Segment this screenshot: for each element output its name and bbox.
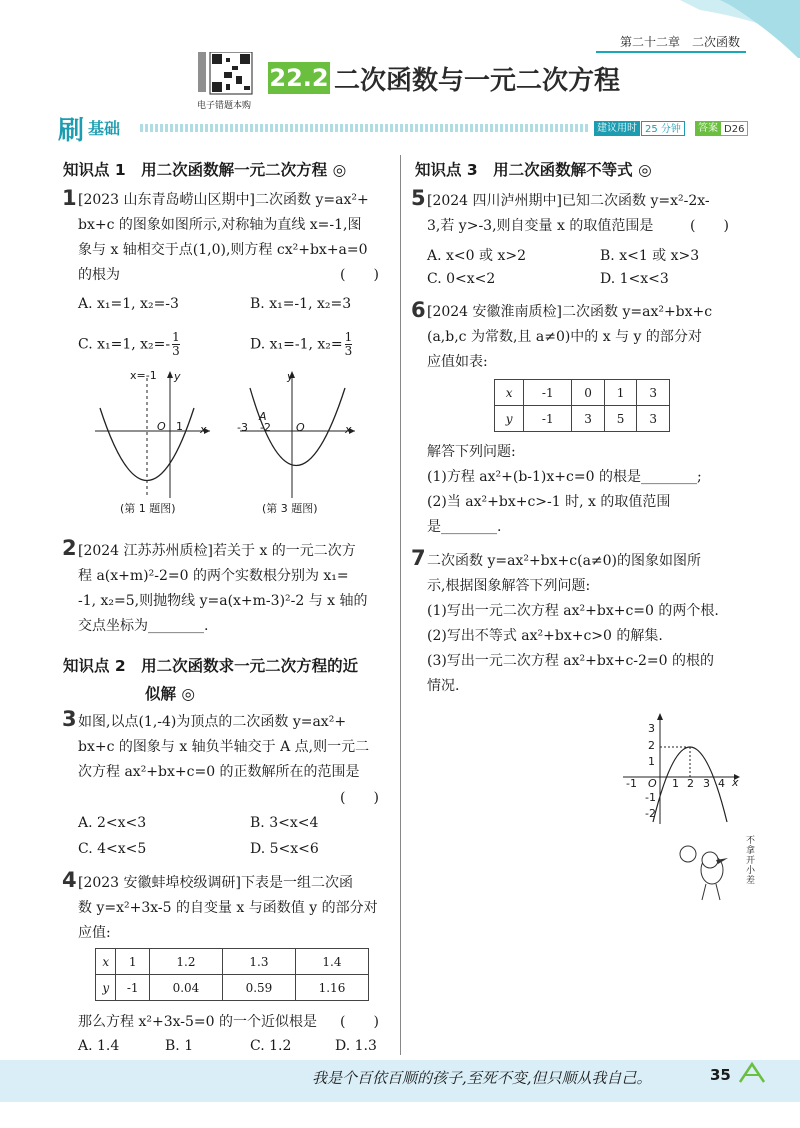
fig7-o: O <box>648 777 657 790</box>
dotted-bar <box>140 124 590 132</box>
q1-option-b[interactable]: B. x₁=-1, x₂=3 <box>250 296 352 312</box>
target-icon: ◎ <box>181 685 195 703</box>
q5-option-d[interactable]: D. 1<x<3 <box>600 271 669 287</box>
q3-option-a[interactable]: A. 2<x<3 <box>78 815 147 831</box>
q4-option-c[interactable]: C. 1.2 <box>250 1038 292 1054</box>
fig3-minus3: -3 <box>237 421 248 434</box>
q6-stem: [2024 安徽淮南质检]二次函数 y=ax²+bx+c (a,b,c 为常数,且 a≠0)中的 x 与 y 的部分对 应值如表: <box>427 304 713 370</box>
figure-7-graph <box>618 712 748 827</box>
q5-option-c[interactable]: C. 0<x<2 <box>427 271 496 287</box>
time-label: 建议用时 <box>594 121 640 136</box>
fig7-y3: 3 <box>648 722 655 735</box>
fig7-x1: 1 <box>672 777 679 790</box>
fig7-x3: 3 <box>703 777 710 790</box>
q3-number: 3 <box>62 707 77 731</box>
fig1-axis-label: x=-1 <box>130 369 157 382</box>
figure-1-graph <box>90 368 215 503</box>
answer-value: D26 <box>720 121 748 136</box>
fig1-one: 1 <box>176 420 183 433</box>
q4-option-d[interactable]: D. 1.3 <box>335 1038 377 1054</box>
table-row: y -1 0.04 0.59 1.16 <box>96 975 369 1001</box>
q6-parts: 解答下列问题: (1)方程 ax²+(b-1)x+c=0 的根是________; (2)当 ax²+bx+c>-1 时, x 的取值范围 是________. <box>427 444 702 535</box>
shua-label: 刷 <box>58 116 85 146</box>
q1-number: 1 <box>62 186 77 210</box>
fig7-xm1: -1 <box>626 777 637 790</box>
jichu-label: 基础 <box>88 119 121 138</box>
chapter-title: 第二十二章 二次函数 <box>619 35 740 49</box>
q1-stem: [2023 山东青岛崂山区期中]二次函数 y=ax²+ bx+c 的图象如图所示,对称轴为直线 x=-1,图 象与 x 轴相交于点(1,0),则方程 cx²+bx+a=0 的根为 <box>78 192 369 283</box>
fig3-caption: (第 3 题图) <box>262 502 318 515</box>
q4-after: 那么方程 x²+3x-5=0 的一个近似根是 <box>78 1014 317 1030</box>
fig3-y: y <box>287 370 294 383</box>
table-row: x 1 1.2 1.3 1.4 <box>96 949 369 975</box>
target-icon: ◎ <box>332 161 347 179</box>
chapter-underline <box>596 51 746 53</box>
q4-number: 4 <box>62 868 77 892</box>
q4-stem: [2023 安徽蚌埠校级调研]下表是一组二次函 数 y=x²+3x-5 的自变量 x 与函数值 y 的部分对 应值: <box>78 875 378 941</box>
q6-table <box>494 379 670 432</box>
q3-bracket: ( ) <box>340 790 379 806</box>
q3-option-c[interactable]: C. 4<x<5 <box>78 841 147 857</box>
fig3-x: x <box>345 423 352 436</box>
fig1-caption: (第 1 题图) <box>120 502 176 515</box>
q5-option-a[interactable]: A. x<0 或 x>2 <box>427 248 526 264</box>
table-row: y -1 3 5 3 <box>495 406 670 432</box>
q3-option-d[interactable]: D. 5<x<6 <box>250 841 319 857</box>
footer-motto: 我是个百依百顺的孩子,至死不变,但只顺从我自己。 <box>312 1069 652 1087</box>
fig7-x2: 2 <box>687 777 694 790</box>
fig1-x: x <box>200 423 207 436</box>
column-divider <box>400 155 401 1055</box>
q1-bracket: ( ) <box>340 267 379 283</box>
q3-stem: 如图,以点(1,-4)为顶点的二次函数 y=ax²+ bx+c 的图象与 x 轴负半轴交于 A 点,则一元二 次方程 ax²+bx+c=0 的正数解所在的范围是 <box>78 714 370 780</box>
fig3-a: A <box>259 410 267 423</box>
q4-bracket: ( ) <box>340 1014 379 1030</box>
knowledge-point-3: 知识点 3 用二次函数解不等式 ◎ <box>415 161 652 179</box>
q3-option-b[interactable]: B. 3<x<4 <box>250 815 319 831</box>
page-arrow-icon <box>738 1062 766 1086</box>
fig7-x4: 4 <box>718 777 725 790</box>
q6-number: 6 <box>411 298 426 322</box>
q7-stem: 二次函数 y=ax²+bx+c(a≠0)的图象如图所 示,根据图象解答下列问题: (1)写出一元二次方程 ax²+bx+c=0 的两个根. (2)写出不等式 ax²+bx+c>0 的解集. (3)写出一元二次方程 ax²+bx+c-2=0 的根的 情况. <box>427 553 719 694</box>
q1-option-d[interactable]: D. x₁=-1, x₂= $\frac{1}{3}$ <box>250 330 353 358</box>
fig1-o: O <box>157 420 166 433</box>
fig7-y1: 1 <box>648 755 655 768</box>
q1-option-a[interactable]: A. x₁=1, x₂=-3 <box>78 296 179 312</box>
mascot-caption: 不拿开小差 <box>746 836 756 886</box>
fig1-y: y <box>174 370 181 383</box>
qr-label: 电子错题本购 <box>197 101 252 111</box>
target-icon: ◎ <box>638 161 652 179</box>
q2-number: 2 <box>62 536 77 560</box>
q4-table <box>95 948 369 1001</box>
knowledge-point-1: 知识点 1 用二次函数解一元二次方程 ◎ <box>63 161 347 179</box>
fig7-x: x <box>732 776 739 789</box>
fig7-y2: 2 <box>648 739 655 752</box>
q2-stem: [2024 江苏苏州质检]若关于 x 的一元二次方 程 a(x+m)²-2=0 的两个实数根分别为 x₁= -1, x₂=5,则抛物线 y=a(x+m-3)²-2 与 x 轴的 交点坐标为________. <box>78 543 368 634</box>
q5-bracket: ( ) <box>690 218 729 234</box>
fig3-minus2: -2 <box>260 421 271 434</box>
knowledge-point-2: 知识点 2 用二次函数求一元二次方程的近 似解 ◎ <box>63 657 359 703</box>
q7-number: 7 <box>411 546 426 570</box>
q5-stem: [2024 四川泸州期中]已知二次函数 y=x²-2x- 3,若 y>-3,则自变量 x 的取值范围是 <box>427 193 710 234</box>
time-value: 25 分钟 <box>641 121 685 136</box>
fig7-ym2: -2 <box>645 807 656 820</box>
section-title: 二次函数与一元二次方程 <box>334 66 621 96</box>
fig7-ym1: -1 <box>645 791 656 804</box>
q4-option-b[interactable]: B. 1 <box>165 1038 194 1054</box>
figure-3-graph <box>235 368 360 503</box>
q5-number: 5 <box>411 186 426 210</box>
mascot-bird-icon <box>676 840 746 910</box>
table-row: x -1 0 1 3 <box>495 380 670 406</box>
qr-code[interactable] <box>196 52 256 96</box>
answer-label: 答案 <box>695 121 721 136</box>
q5-option-b[interactable]: B. x<1 或 x>3 <box>600 248 700 264</box>
q1-option-c[interactable]: C. x₁=1, x₂=- $\frac{1}{3}$ <box>78 330 180 358</box>
page-number: 35 <box>710 1066 731 1084</box>
fig3-o: O <box>296 421 305 434</box>
section-number: 22.2 <box>269 64 329 92</box>
q4-option-a[interactable]: A. 1.4 <box>78 1038 120 1054</box>
